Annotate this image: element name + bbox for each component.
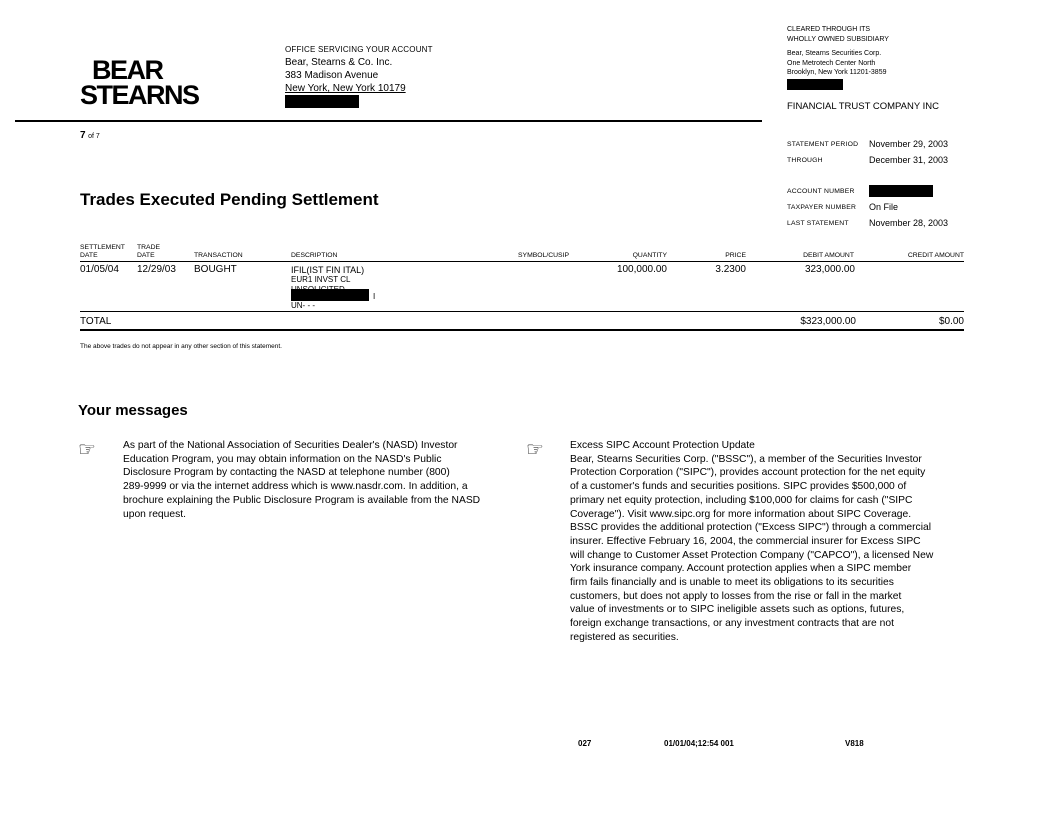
page-number — [80, 130, 100, 141]
client-name: FINANCIAL TRUST COMPANY INC — [787, 101, 940, 112]
total-debit: $323,000.00 — [800, 316, 856, 327]
bear-stearns-logo — [80, 55, 199, 110]
redaction-box — [285, 95, 359, 108]
message-line: York insurance company. Account protection applies when a SIPC member — [570, 563, 912, 575]
message-line: insurer. Effective February 16, 2004, the commercial insurer for Excess SIPC — [570, 535, 921, 547]
col-description: DESCRIPTION — [291, 252, 338, 259]
message-line: 289-9999 or via the internet address which is www.nasdr.com. In addition, a — [123, 481, 468, 493]
page-of: of 7 — [88, 133, 100, 140]
message-line: primary net equity protection, including $100,000 for claims for cash ("SIPC — [570, 494, 913, 506]
settlement-date: 01/05/04 — [80, 264, 119, 275]
logo-line-2: STEARNS — [80, 80, 199, 110]
message-line: will change to Customer Asset Protection Company ("CAPCO"), a licensed New — [570, 549, 934, 561]
desc-line-1: IFIL(IST FIN ITAL) — [291, 265, 365, 275]
desc-line-2: EUR1 INVST CL — [291, 275, 351, 284]
clearing-name: Bear, Stearns Securities Corp. — [787, 50, 882, 57]
section-title: Trades Executed Pending Settlement — [80, 190, 379, 209]
logo-line-1: BEAR — [92, 55, 163, 85]
col-debit: DEBIT AMOUNT — [803, 252, 854, 259]
taxpayer-value: On File — [869, 202, 899, 212]
footer-code-3: V818 — [845, 739, 864, 748]
page-current: 7 — [80, 130, 86, 141]
message-line: foreign exchange transactions, or any investment contracts that are not — [570, 618, 894, 630]
message-sipc — [570, 439, 970, 645]
clearing-city: Brooklyn, New York 11201-3859 — [787, 69, 887, 76]
message-line: Coverage"). Visit www.sipc.org for more information about SIPC Coverage. — [570, 508, 912, 520]
col-symbol: SYMBOL/CUSIP — [518, 252, 569, 259]
clearing-block — [787, 25, 889, 93]
office-address: 383 Madison Avenue — [285, 70, 379, 81]
pointing-hand-icon: ☞ — [78, 439, 96, 461]
transaction: BOUGHT — [194, 264, 237, 275]
account-label: ACCOUNT NUMBER — [787, 187, 855, 195]
quantity: 100,000.00 — [616, 264, 667, 275]
period-value: November 29, 2003 — [869, 139, 949, 149]
last-statement-label: LAST STATEMENT — [787, 219, 849, 227]
col-settlement-date: SETTLEMENT DATE — [80, 244, 125, 259]
messages-title: Your messages — [78, 402, 188, 419]
col-trade-date: TRADE DATE — [137, 244, 161, 259]
desc-line-4: UN- - - — [291, 301, 315, 310]
message-line: As part of the National Association of Securities Dealer's (NASD) Investor — [123, 440, 458, 451]
message-line: customers, but does not apply to losses from the rise or fall in the market — [570, 590, 902, 602]
office-block — [285, 43, 433, 112]
message-line: BSSC provides the additional protection ("Excess SIPC") through a commercial — [570, 522, 931, 534]
message-line: upon request. — [123, 508, 186, 520]
trade-date: 12/29/03 — [137, 264, 176, 275]
col-quantity: QUANTITY — [632, 252, 667, 259]
desc-mark: I — [373, 292, 376, 301]
total-credit: $0.00 — [938, 316, 964, 327]
message-line: of a customer's funds and securities positions. SIPC provides $500,000 of — [570, 481, 907, 493]
col-credit: CREDIT AMOUNT — [907, 252, 964, 259]
taxpayer-label: TAXPAYER NUMBER — [787, 203, 857, 211]
message-line: Protection Corporation ("SIPC"), provides account protection for the net equity — [570, 467, 926, 479]
debit-amount: 323,000.00 — [804, 264, 855, 275]
office-name: Bear, Stearns & Co. Inc. — [285, 57, 393, 68]
pointing-hand-icon: ☞ — [526, 439, 544, 461]
office-header: OFFICE SERVICING YOUR ACCOUNT — [285, 45, 433, 54]
footer-code-2: 01/01/04;12:54 001 — [664, 739, 734, 748]
through-label: THROUGH — [787, 156, 823, 164]
col-transaction: TRANSACTION — [194, 252, 243, 259]
clearing-address: One Metrotech Center North — [787, 59, 876, 67]
price: 3.2300 — [715, 264, 746, 275]
redaction-box — [869, 185, 933, 197]
redaction-box — [291, 289, 369, 301]
message-line: value of investments or to SIPC ineligible assets such as options, futures, — [570, 604, 905, 616]
total-rule — [80, 311, 964, 312]
footer-code-1: 027 — [578, 739, 592, 748]
total-bottom-rule — [80, 329, 964, 331]
redaction-box — [787, 79, 843, 90]
message-line: brochure explaining the Public Disclosure Program is available from the NASD — [123, 494, 481, 506]
message-line: Disclosure Program by contacting the NASD at telephone number (800) — [123, 467, 450, 479]
message-line: Bear, Stearns Securities Corp. ("BSSC"), a member of the Securities Investor — [570, 453, 922, 465]
through-value: December 31, 2003 — [869, 155, 949, 165]
header-rule — [80, 261, 964, 262]
total-label: TOTAL — [80, 316, 112, 327]
clearing-line-2: WHOLLY OWNED SUBSIDIARY — [787, 35, 889, 43]
office-city: New York, New York 10179 — [285, 83, 406, 94]
divider — [15, 120, 762, 122]
trades-note: The above trades do not appear in any other section of this statement. — [80, 343, 282, 350]
description — [291, 265, 376, 311]
message-line: Excess SIPC Account Protection Update — [570, 440, 755, 451]
last-statement-value: November 28, 2003 — [869, 218, 949, 228]
message-line: firm fails financially and is unable to meet its obligations to its securities — [570, 577, 894, 589]
message-nasd — [123, 439, 518, 521]
statement-info — [787, 136, 948, 231]
clearing-line-1: CLEARED THROUGH ITS — [787, 26, 871, 33]
col-price: PRICE — [725, 252, 746, 259]
message-line: registered as securities. — [570, 631, 679, 643]
period-label: STATEMENT PERIOD — [787, 140, 859, 148]
message-line: Education Program, you may obtain information on the NASD's Public — [123, 453, 442, 465]
